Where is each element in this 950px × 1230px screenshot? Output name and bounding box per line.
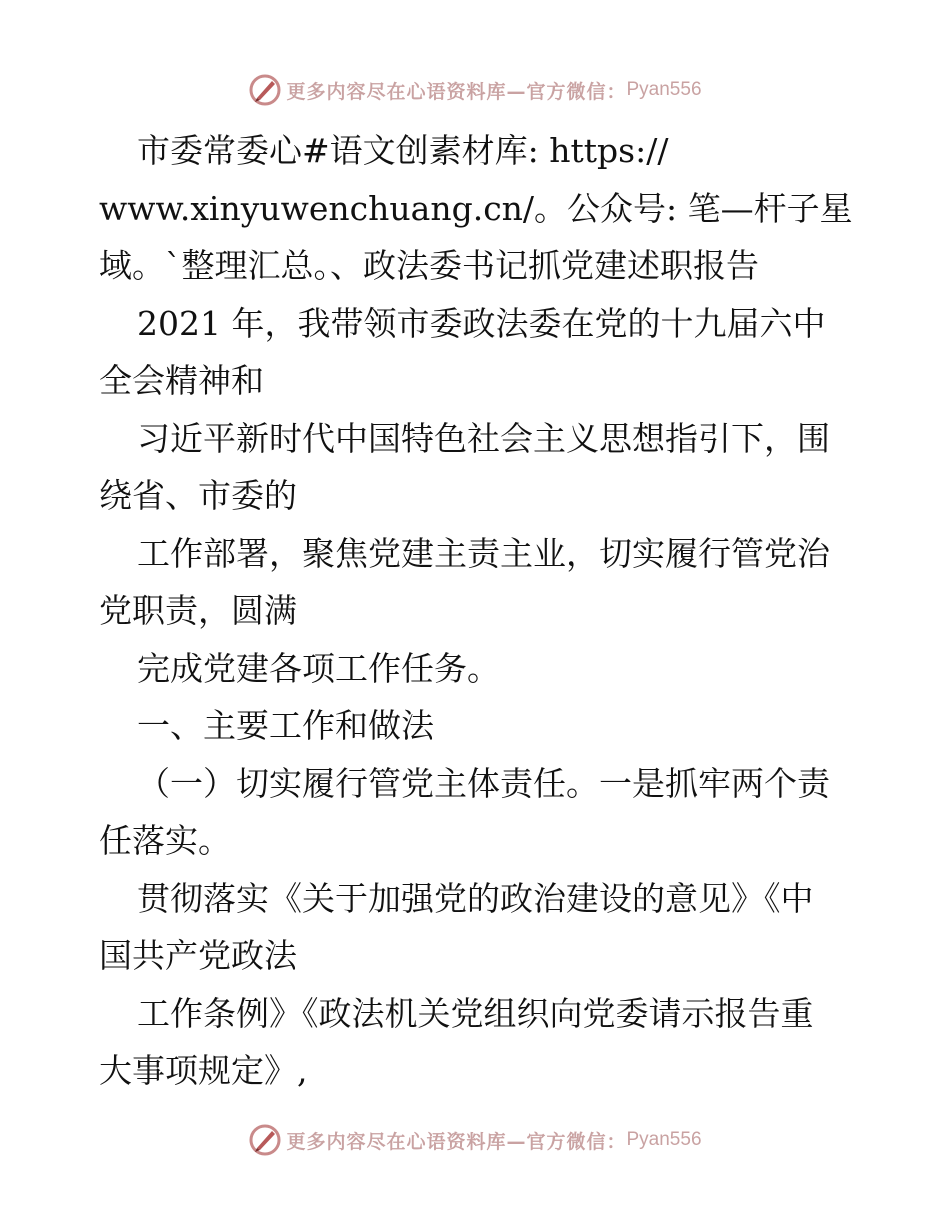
text-line: 工作部署，聚焦党建主责主业，切实履行管党治 [137, 533, 830, 573]
text-line: 贯彻落实《关于加强党的政治建设的意见》《中 [137, 878, 814, 918]
text-line: www.xinyuwenchuang.cn/。公众号: 笔—杆子星 [99, 188, 853, 228]
text-line: 市委常委心#语文创素材库: https:// [137, 131, 669, 170]
footer-watermark [0, 1120, 950, 1160]
watermark-wechat-id: Pyan556 [626, 1129, 702, 1150]
text-line: 工作条例》《政法机关党组织向党委请示报告重 [137, 993, 814, 1033]
text-line: 国共产党政法 [99, 936, 297, 975]
text-line: 完成党建各项工作任务。 [137, 648, 500, 688]
pen-logo-icon [248, 1123, 282, 1157]
watermark-text: 更多内容尽在心语资料库—官方微信： [286, 1130, 627, 1153]
text-line: 全会精神和 [99, 361, 264, 400]
text-line: 域。`整理汇总。、政法委书记抓党建述职报告 [99, 246, 759, 285]
watermark-wechat-id: Pyan556 [626, 79, 702, 100]
text-line: 绕省、市委的 [99, 476, 297, 515]
pen-logo-icon [248, 73, 282, 107]
text-line: 党职责，圆满 [99, 591, 297, 630]
text-line: （一）切实履行管党主体责任。一是抓牢两个责 [137, 763, 830, 803]
text-line: 习近平新时代中国特色社会主义思想指引下，围 [137, 418, 830, 458]
text-line: 任落实。 [99, 821, 231, 860]
watermark-text: 更多内容尽在心语资料库—官方微信： [286, 80, 627, 103]
document-body [99, 122, 851, 1100]
header-watermark [0, 70, 950, 110]
text-line: 大事项规定》, [99, 1051, 308, 1090]
section-heading: 一、主要工作和做法 [137, 706, 434, 745]
text-line: 2021 年，我带领市委政法委在党的十九届六中 [137, 303, 826, 343]
